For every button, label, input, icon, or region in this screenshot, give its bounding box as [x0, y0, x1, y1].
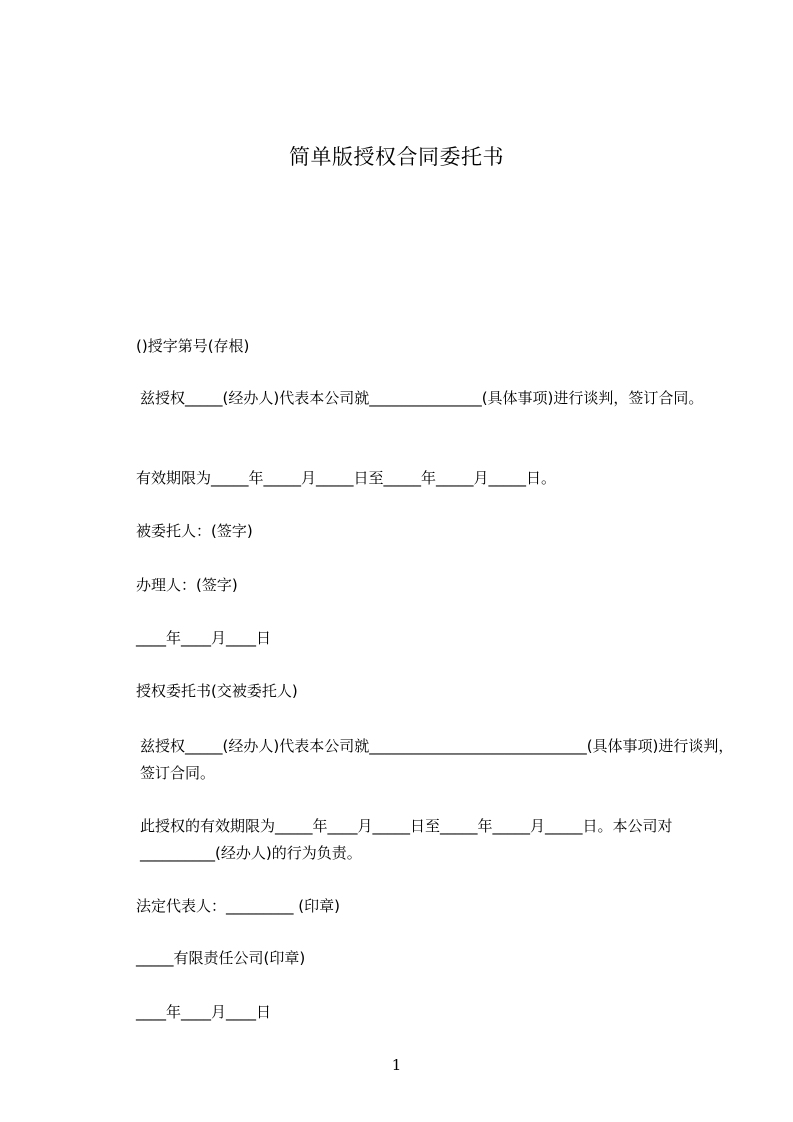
page-number: 1	[391, 1056, 402, 1074]
paragraph-trustee-signature: 被委托人：(签字)	[136, 522, 253, 540]
paragraph-validity-letter: 此授权的有效期限为_____年____月_____日至_____年_____月_____日。本公司对__________(经办人)的行为负责。	[140, 817, 673, 862]
paragraph-authorization-letter: 兹授权_____(经办人)代表本公司就_____________________________(具体事项)进行谈判，签订合同。	[140, 737, 734, 782]
document-title: 简单版授权合同委托书	[289, 145, 504, 169]
paragraph-date-stub: ____年____月____日	[136, 629, 272, 647]
paragraph-handler-signature: 办理人：(签字)	[136, 576, 238, 594]
paragraph-letter-heading: 授权委托书(交被委托人)	[136, 682, 298, 700]
paragraph-validity-stub: 有效期限为_____年_____月_____日至_____年_____月_____日。	[136, 469, 557, 487]
paragraph-stub-number: ()授字第号(存根)	[136, 337, 250, 355]
paragraph-date-letter: ____年____月____日	[136, 1003, 272, 1021]
paragraph-company-seal: _____有限责任公司(印章)	[136, 949, 306, 967]
paragraph-authorization-stub: 兹授权_____(经办人)代表本公司就_______________(具体事项)进行谈判，签订合同。	[140, 389, 704, 407]
paragraph-legal-representative: 法定代表人：_________ (印章)	[136, 897, 340, 915]
